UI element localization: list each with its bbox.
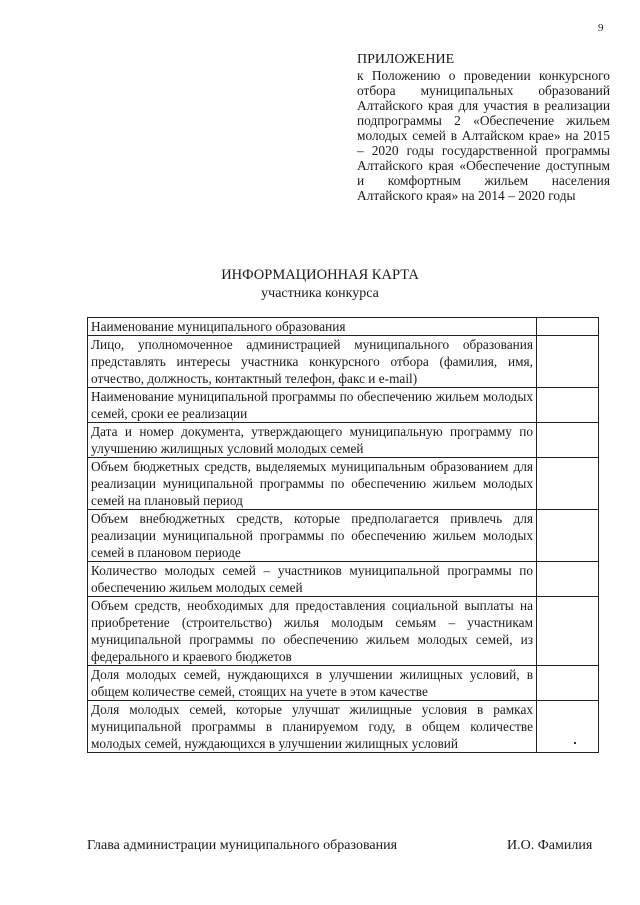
stray-mark [574,742,576,744]
table-row [88,318,599,336]
row-label: Дата и номер документа, утверждающего муниципальную программу по улучшению жилищных условий молодых семей [88,423,537,458]
appendix-block [357,52,610,203]
row-label: Доля молодых семей, которые улучшат жилищные условия в рамках муниципальной программы в планируемом году, в общем количестве молодых семей, нуждающихся в улучшении жилищных условий [88,701,537,753]
table-row [88,336,599,388]
table-row [88,562,599,597]
table-row [88,458,599,510]
appendix-title: ПРИЛОЖЕНИЕ [357,52,455,67]
row-value[interactable] [537,336,599,388]
table-row [88,597,599,666]
row-label: Наименование муниципальной программы по обеспечению жильем молодых семей, сроки ее реализации [88,388,537,423]
document-subtitle: участника конкурса [261,286,379,301]
row-label: Лицо, уполномоченное администрацией муниципального образования представлять интересы участника конкурсного отбора (фамилия, имя, отчество, должность, контактный телефон, факс и e-mail) [88,336,537,388]
table-row [88,701,599,753]
row-value[interactable] [537,423,599,458]
info-card-rows [88,318,599,753]
row-label: Объем внебюджетных средств, которые предполагается привлечь для реализации муниципальной программы по обеспечению жильем молодых семей в плановом периоде [88,510,537,562]
row-value[interactable] [537,701,599,753]
row-value[interactable] [537,318,599,336]
table-row [88,510,599,562]
document-title: ИНФОРМАЦИОННАЯ КАРТА [221,267,419,283]
row-value[interactable] [537,666,599,701]
signature-title: Глава администрации муниципального образования [87,838,398,853]
row-value[interactable] [537,388,599,423]
table-row [88,666,599,701]
row-value[interactable] [537,510,599,562]
table-row [88,388,599,423]
row-label: Доля молодых семей, нуждающихся в улучшении жилищных условий, в общем количестве семей, стоящих на учете в этом качестве [88,666,537,701]
row-value[interactable] [537,597,599,666]
table-row [88,423,599,458]
page-number: 9 [598,22,604,34]
signature-name: И.О. Фамилия [507,838,593,853]
row-label: Количество молодых семей – участников муниципальной программы по обеспечению жильем молодых семей [88,562,537,597]
row-label: Объем бюджетных средств, выделяемых муниципальным образованием для реализации муниципальной программы по обеспечению жильем молодых семей на плановый период [88,458,537,510]
info-card-table [87,317,599,753]
row-label: Объем средств, необходимых для предоставления социальной выплаты на приобретение (строительство) жилья молодым семьям – участникам муниципальной программы по обеспечению жильем молодых семей, из федерального и краевого бюджетов [88,597,537,666]
appendix-text: к Положению о проведении конкурсного отбора муниципальных образований Алтайского края для участия в реализации подпрограммы 2 «Обеспечение жильем молодых семей в Алтайском крае» на 2015 – 2020 годы государственной программы Алтайского края «Обеспечение доступным и комфортным жильем населения Алтайского края» на 2014 – 2020 годы [357,68,610,203]
row-label: Наименование муниципального образования [88,318,537,336]
row-value[interactable] [537,562,599,597]
row-value[interactable] [537,458,599,510]
